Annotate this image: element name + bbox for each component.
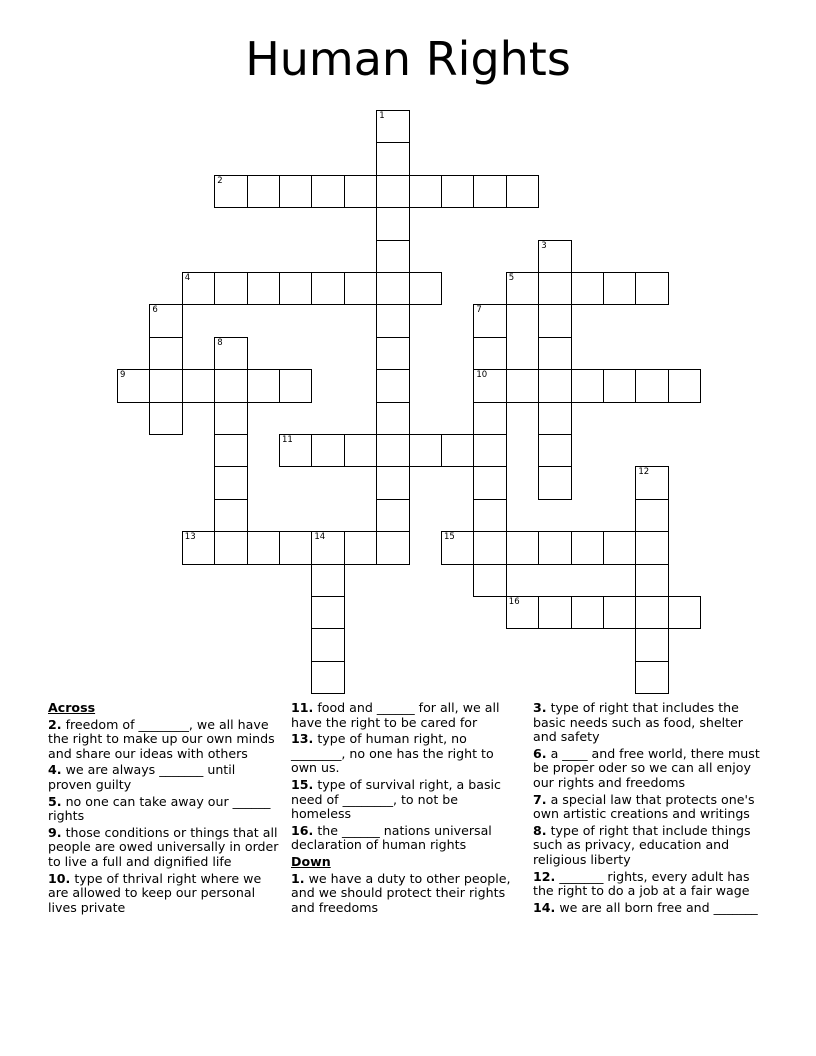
grid-cell[interactable]: [311, 434, 344, 467]
cell-number: 2: [217, 175, 223, 186]
clue-across-11: 11. food and ______ for all, we all have the right to be cared for: [291, 700, 500, 730]
grid-cell[interactable]: [506, 531, 539, 564]
grid-cell[interactable]: [571, 596, 604, 629]
grid-cell[interactable]: [635, 628, 668, 661]
cell-number: 6: [152, 305, 158, 316]
grid-cell[interactable]: [376, 466, 409, 499]
clue-down-1: 1. we have a duty to other people, and we should protect their rights and freedoms: [291, 870, 511, 915]
grid-cell[interactable]: [506, 596, 539, 629]
page-title: Human Rights: [245, 32, 571, 86]
clue-across-10: 10. type of thrival right where we are allowed to keep our personal lives private: [48, 870, 262, 915]
grid-cell[interactable]: [473, 466, 506, 499]
cell-number: 14: [314, 532, 326, 543]
grid-cell[interactable]: [376, 434, 409, 467]
grid-cell[interactable]: [376, 175, 409, 208]
clue-down-7: 7. a special law that protects one's own artistic creations and writings: [533, 791, 755, 822]
grid-cell[interactable]: [344, 272, 377, 305]
cell-number: 1: [379, 111, 385, 121]
grid-cell[interactable]: [376, 272, 409, 305]
cell-number: 9: [120, 370, 126, 381]
grid-cell[interactable]: [214, 402, 247, 435]
clue-across-9: 9. those conditions or things that all people are owed universally in order to live a full and dignified life: [48, 824, 279, 869]
grid-cell[interactable]: [182, 272, 215, 305]
grid-cell[interactable]: [668, 369, 701, 402]
grid-cell[interactable]: [668, 596, 701, 629]
grid-cell[interactable]: [376, 402, 409, 435]
grid-cell[interactable]: [214, 272, 247, 305]
grid-cell[interactable]: [182, 369, 215, 402]
grid-cell[interactable]: [311, 596, 344, 629]
grid-cell[interactable]: [538, 596, 571, 629]
cell-number: 11: [282, 435, 293, 445]
grid-cell[interactable]: [311, 628, 344, 661]
grid-cell[interactable]: [635, 466, 668, 499]
grid-cell[interactable]: [214, 337, 247, 370]
down-heading: Down: [291, 853, 331, 869]
grid-cell[interactable]: [376, 142, 409, 175]
clue-down-6: 6. a ____ and free world, there must be proper oder so we can all enjoy our rights and freedoms: [533, 745, 760, 790]
grid-cell[interactable]: [635, 499, 668, 532]
grid-cell[interactable]: [376, 369, 409, 402]
grid-cell[interactable]: [538, 337, 571, 370]
grid-cell[interactable]: [473, 531, 506, 564]
grid-cell[interactable]: [279, 175, 312, 208]
cell-number: 10: [476, 370, 488, 381]
grid-cell[interactable]: [311, 661, 344, 694]
grid-cell[interactable]: [635, 369, 668, 402]
grid-cell[interactable]: [409, 175, 442, 208]
grid-cell[interactable]: [538, 369, 571, 402]
cell-number: 4: [184, 273, 191, 283]
cell-number: 13: [184, 532, 196, 543]
grid-cell[interactable]: [247, 531, 280, 564]
grid-cell[interactable]: [376, 304, 409, 337]
grid-cell[interactable]: [441, 531, 474, 564]
grid-cell[interactable]: [149, 337, 182, 370]
clue-column-3: [533, 701, 768, 917]
grid-cell[interactable]: [571, 369, 604, 402]
grid-cell[interactable]: [473, 564, 506, 597]
grid-cell[interactable]: [376, 499, 409, 532]
grid-cell[interactable]: [409, 434, 442, 467]
grid-cell[interactable]: [344, 434, 377, 467]
grid-cell[interactable]: [214, 369, 247, 402]
grid-cell[interactable]: [473, 499, 506, 532]
grid-cell[interactable]: [311, 272, 344, 305]
grid-cell[interactable]: [279, 531, 312, 564]
clue-across-16: 16. the ______ nations universal declaration of human rights: [291, 822, 492, 853]
grid-cell[interactable]: [473, 175, 506, 208]
grid-cell[interactable]: [441, 434, 474, 467]
grid-cell[interactable]: [214, 434, 247, 467]
grid-cell[interactable]: [247, 369, 280, 402]
grid-cell[interactable]: [279, 272, 312, 305]
grid-cell[interactable]: [149, 304, 182, 337]
grid-cell[interactable]: [214, 466, 247, 499]
grid-cell[interactable]: [311, 564, 344, 597]
cell-number: 3: [541, 240, 547, 251]
grid-cell[interactable]: [635, 531, 668, 564]
grid-cell[interactable]: [506, 369, 539, 402]
clue-down-14: 14. we are all born free and _______: [533, 899, 758, 915]
grid-cell[interactable]: [214, 531, 247, 564]
across-heading: Across: [48, 700, 96, 715]
grid-cell[interactable]: [376, 207, 409, 240]
grid-cell[interactable]: [117, 369, 150, 402]
grid-cell[interactable]: [149, 402, 182, 435]
grid-cell[interactable]: [538, 240, 571, 273]
clue-down-3: 3. type of right that includes the basic needs such as food, shelter and safety: [533, 700, 743, 745]
grid-cell[interactable]: [214, 175, 247, 208]
grid-cell[interactable]: [635, 564, 668, 597]
grid-cell[interactable]: [538, 531, 571, 564]
grid-cell[interactable]: [473, 434, 506, 467]
grid-cell[interactable]: [344, 531, 377, 564]
cell-number: 15: [444, 532, 455, 543]
grid-cell[interactable]: [506, 175, 539, 208]
cell-number: 5: [508, 273, 515, 283]
grid-cell[interactable]: [311, 175, 344, 208]
clue-across-5: 5. no one can take away our ______ rights: [48, 793, 271, 824]
grid-cell[interactable]: [441, 175, 474, 208]
cell-number: 12: [638, 467, 650, 478]
grid-cell[interactable]: [182, 531, 215, 564]
grid-cell[interactable]: [473, 369, 506, 402]
grid-cell[interactable]: [603, 596, 636, 629]
grid-cell[interactable]: [311, 531, 344, 564]
cell-number: 7: [476, 305, 482, 316]
clue-down-12: 12. _______ rights, every adult has the right to do a job at a fair wage: [533, 868, 750, 899]
grid-cell[interactable]: [571, 531, 604, 564]
clue-across-15: 15. type of survival right, a basic need of ________, to not be homeless: [291, 776, 501, 822]
grid-cell[interactable]: [376, 110, 409, 143]
grid-cell[interactable]: [376, 337, 409, 370]
clue-across-4: 4. we are always _______ until proven guilty: [48, 762, 236, 792]
clue-column-1: [48, 701, 280, 917]
grid-cell[interactable]: [279, 369, 312, 402]
grid-cell[interactable]: [635, 272, 668, 305]
grid-cell[interactable]: [473, 337, 506, 370]
grid-cell[interactable]: [279, 434, 312, 467]
grid-cell[interactable]: [571, 272, 604, 305]
clue-column-2: [291, 701, 521, 917]
grid-cell[interactable]: [149, 369, 182, 402]
grid-cell[interactable]: [247, 175, 280, 208]
grid-cell[interactable]: [409, 272, 442, 305]
grid-cell[interactable]: [603, 369, 636, 402]
cell-number: 16: [508, 597, 520, 607]
grid-cell[interactable]: [538, 402, 571, 435]
grid-cell[interactable]: [635, 596, 668, 629]
grid-cell[interactable]: [473, 304, 506, 337]
clue-down-8: 8. type of right that include things such as privacy, education and religious liberty: [533, 822, 751, 867]
grid-cell[interactable]: [635, 661, 668, 694]
grid-cell[interactable]: [538, 434, 571, 467]
grid-cell[interactable]: [538, 466, 571, 499]
grid-cell[interactable]: [376, 240, 409, 273]
grid-cell[interactable]: [376, 531, 409, 564]
cell-number: 8: [217, 337, 223, 348]
grid-cell[interactable]: [603, 531, 636, 564]
grid-cell[interactable]: [473, 402, 506, 435]
grid-cell[interactable]: [247, 272, 280, 305]
clue-across-2: 2. freedom of ________, we all have the right to make up our own minds and share our ideas with others: [48, 716, 275, 761]
grid-cell[interactable]: [538, 272, 571, 305]
clue-across-13: 13. type of human right, no ________, no one has the right to own us.: [291, 731, 494, 776]
grid-cell[interactable]: [344, 175, 377, 208]
grid-cell[interactable]: [214, 499, 247, 532]
grid-cell[interactable]: [506, 272, 539, 305]
grid-cell[interactable]: [538, 304, 571, 337]
grid-cell[interactable]: [603, 272, 636, 305]
